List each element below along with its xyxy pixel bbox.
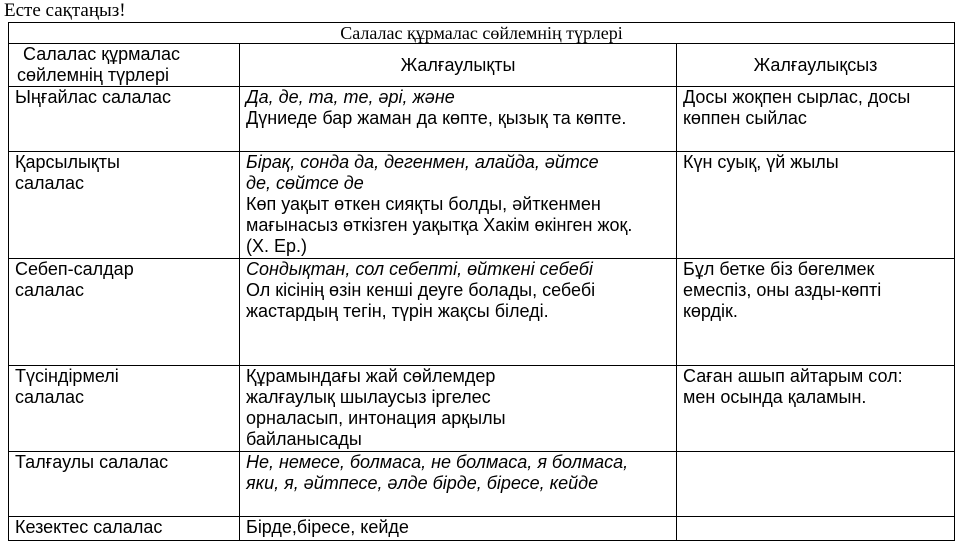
table-title: Салалас құрмалас сөйлемнің түрлері <box>9 23 955 44</box>
header-with-conj: Жалғаулықты <box>240 44 677 87</box>
conjunction-list: Сондықтан, сол себепті, өйткені себебі <box>246 259 593 279</box>
type-name: Түсіндірмелі салалас <box>15 366 119 407</box>
conjunction-list: Да, де, та, те, әрі, және <box>246 87 455 107</box>
example-text: Дүниеде бар жаман да көпте, қызық та көпте. <box>246 108 627 128</box>
without-conj-cell <box>677 452 955 517</box>
table-row <box>9 87 955 152</box>
type-name: Ыңғайлас салалас <box>15 87 172 107</box>
no-conj-example: Бұл бетке біз бөгелмек емеспіз, оны азды-көпті көрдік. <box>683 259 882 321</box>
no-conj-example: Досы жоқпен сырлас, досы көппен сыйлас <box>683 87 911 128</box>
example-text: Бірде,біресе, кейде <box>246 517 409 537</box>
type-name: Қарсылықты салалас <box>15 152 120 193</box>
without-conj-cell <box>677 366 955 452</box>
type-cell <box>9 259 240 366</box>
table-row <box>9 452 955 517</box>
note-heading: Есте сақтаңыз! <box>4 0 126 21</box>
example-text: Ол кісінің өзін кенші деуге болады, себебі жастардың тегін, түрін жақсы біледі. <box>246 280 596 321</box>
type-name: Себеп-салдар салалас <box>15 259 134 300</box>
type-cell <box>9 366 240 452</box>
with-conj-cell <box>240 366 677 452</box>
example-text: Көп уақыт өткен сияқты болды, әйткенмен мағынасыз өткізген уақытқа Хакім өкінген жоқ. (Х. Ер.) <box>246 194 633 256</box>
type-cell <box>9 87 240 152</box>
type-name: Кезектес салалас <box>15 517 163 537</box>
header-types <box>9 44 240 87</box>
without-conj-cell <box>677 152 955 259</box>
type-cell <box>9 152 240 259</box>
table-title-row <box>9 23 955 44</box>
type-name: Талғаулы салалас <box>15 452 169 472</box>
with-conj-cell <box>240 517 677 541</box>
type-cell <box>9 517 240 541</box>
header-types-line2: сөйлемнің түрлері <box>17 65 169 85</box>
with-conj-cell <box>240 152 677 259</box>
without-conj-cell <box>677 259 955 366</box>
table-row <box>9 517 955 541</box>
with-conj-cell <box>240 87 677 152</box>
type-cell <box>9 452 240 517</box>
no-conj-example: Күн суық, үй жылы <box>683 152 839 172</box>
without-conj-cell <box>677 87 955 152</box>
table-row <box>9 259 955 366</box>
header-without-conj: Жалғаулықсыз <box>677 44 955 87</box>
sentence-types-table <box>8 22 955 541</box>
table-row <box>9 152 955 259</box>
header-types-line1: Салалас құрмалас <box>23 44 181 64</box>
with-conj-cell <box>240 259 677 366</box>
table-row <box>9 366 955 452</box>
no-conj-example: Саған ашып айтарым сол: мен осында қаламын. <box>683 366 903 407</box>
conjunction-list: Не, немесе, болмаса, не болмаса, я болмаса, яки, я, әйтпесе, әлде бірде, біресе, кейде <box>246 452 629 493</box>
example-text: Құрамындағы жай сөйлемдер жалғаулық шылаусыз іргелес орналасып, интонация арқылы байланысады <box>246 366 506 449</box>
with-conj-cell <box>240 452 677 517</box>
table-header-row <box>9 44 955 87</box>
conjunction-list: Бірақ, сонда да, дегенмен, алайда, әйтсе де, сөйтсе де <box>246 152 599 193</box>
without-conj-cell <box>677 517 955 541</box>
